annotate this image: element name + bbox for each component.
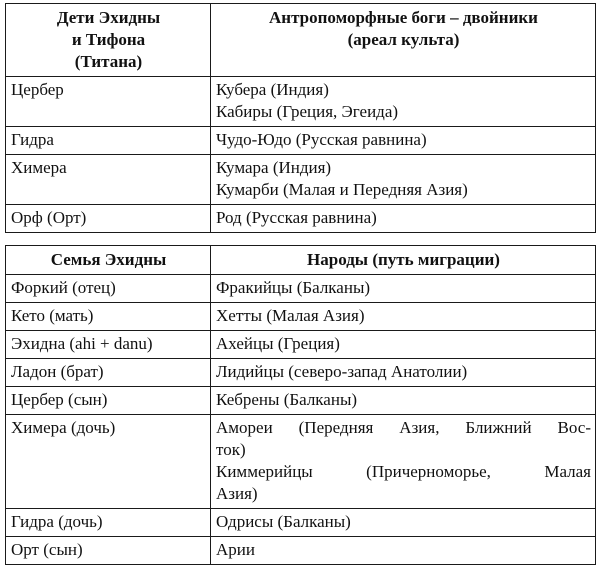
table-cell-name: Ладон (брат) <box>6 359 211 387</box>
header-line: Антропоморфные боги – двойники <box>269 8 538 27</box>
table-row <box>6 537 596 565</box>
table-cell-name: Кето (мать) <box>6 303 211 331</box>
table-row <box>6 77 596 127</box>
cell-line: Чудо-Юдо (Русская равнина) <box>216 130 427 149</box>
table-cell-name: Орт (сын) <box>6 537 211 565</box>
header-line: Дети Эхидны <box>56 8 161 27</box>
table-cell-name: Химера (дочь) <box>6 415 211 509</box>
cell-line: Одрисы (Балканы) <box>216 512 351 531</box>
peoples-table <box>5 245 596 565</box>
cell-line: Кебрены (Балканы) <box>216 390 358 409</box>
cell-line: Фракийцы (Балканы) <box>216 278 371 297</box>
cell-line: Кумара (Индия) <box>216 158 332 177</box>
table-cell-name: Гидра <box>6 127 211 155</box>
table-cell-gods <box>211 127 596 155</box>
table-cell-peoples <box>211 331 596 359</box>
header-line: (ареал культа) <box>347 30 460 49</box>
cell-line: Род (Русская равнина) <box>216 208 377 227</box>
column-header-gods <box>211 4 596 77</box>
cell-line: ток) <box>216 440 246 459</box>
table-row <box>6 155 596 205</box>
column-header-peoples: Народы (путь миграции) <box>211 246 596 275</box>
table-cell-name: Форкий (отец) <box>6 275 211 303</box>
table-row <box>6 509 596 537</box>
cell-line: Кабиры (Греция, Эгеида) <box>216 102 399 121</box>
table-row <box>6 387 596 415</box>
table-cell-gods <box>211 77 596 127</box>
column-header-children <box>6 4 211 77</box>
cell-line: Кумарби (Малая и Передняя Азия) <box>216 180 468 199</box>
cell-line: Хетты (Малая Азия) <box>216 306 365 325</box>
cell-line: Арии <box>216 540 255 559</box>
table-cell-peoples <box>211 275 596 303</box>
header-line: (Титана) <box>74 52 143 71</box>
table-cell-gods <box>211 155 596 205</box>
table-row <box>6 331 596 359</box>
table-row <box>6 303 596 331</box>
table-cell-gods <box>211 205 596 233</box>
table-cell-name: Гидра (дочь) <box>6 509 211 537</box>
table-cell-name: Цербер <box>6 77 211 127</box>
table-row <box>6 359 596 387</box>
table-row <box>6 275 596 303</box>
table-cell-name: Химера <box>6 155 211 205</box>
table-row <box>6 205 596 233</box>
cell-line: Амореи (Передняя Азия, Ближний Вос- <box>216 418 591 437</box>
cell-line: Лидийцы (северо-запад Анатолии) <box>216 362 468 381</box>
table-cell-peoples <box>211 537 596 565</box>
table-cell-name: Эхидна (ahi + danu) <box>6 331 211 359</box>
table-row <box>6 127 596 155</box>
cell-line: Кубера (Индия) <box>216 80 329 99</box>
table-cell-peoples <box>211 359 596 387</box>
table-cell-peoples <box>211 415 596 509</box>
cell-line: Азия) <box>216 484 258 503</box>
table-header-row <box>6 246 596 275</box>
table-header-row <box>6 4 596 77</box>
cell-line: Ахейцы (Греция) <box>216 334 340 353</box>
table-row <box>6 415 596 509</box>
table-cell-name: Орф (Орт) <box>6 205 211 233</box>
table-cell-peoples <box>211 387 596 415</box>
column-header-family: Семья Эхидны <box>6 246 211 275</box>
table-cell-peoples <box>211 303 596 331</box>
gods-table <box>5 3 596 233</box>
header-line: и Тифона <box>71 30 146 49</box>
table-cell-peoples <box>211 509 596 537</box>
cell-line: Киммерийцы (Причерноморье, Малая <box>216 462 591 481</box>
table-cell-name: Цербер (сын) <box>6 387 211 415</box>
